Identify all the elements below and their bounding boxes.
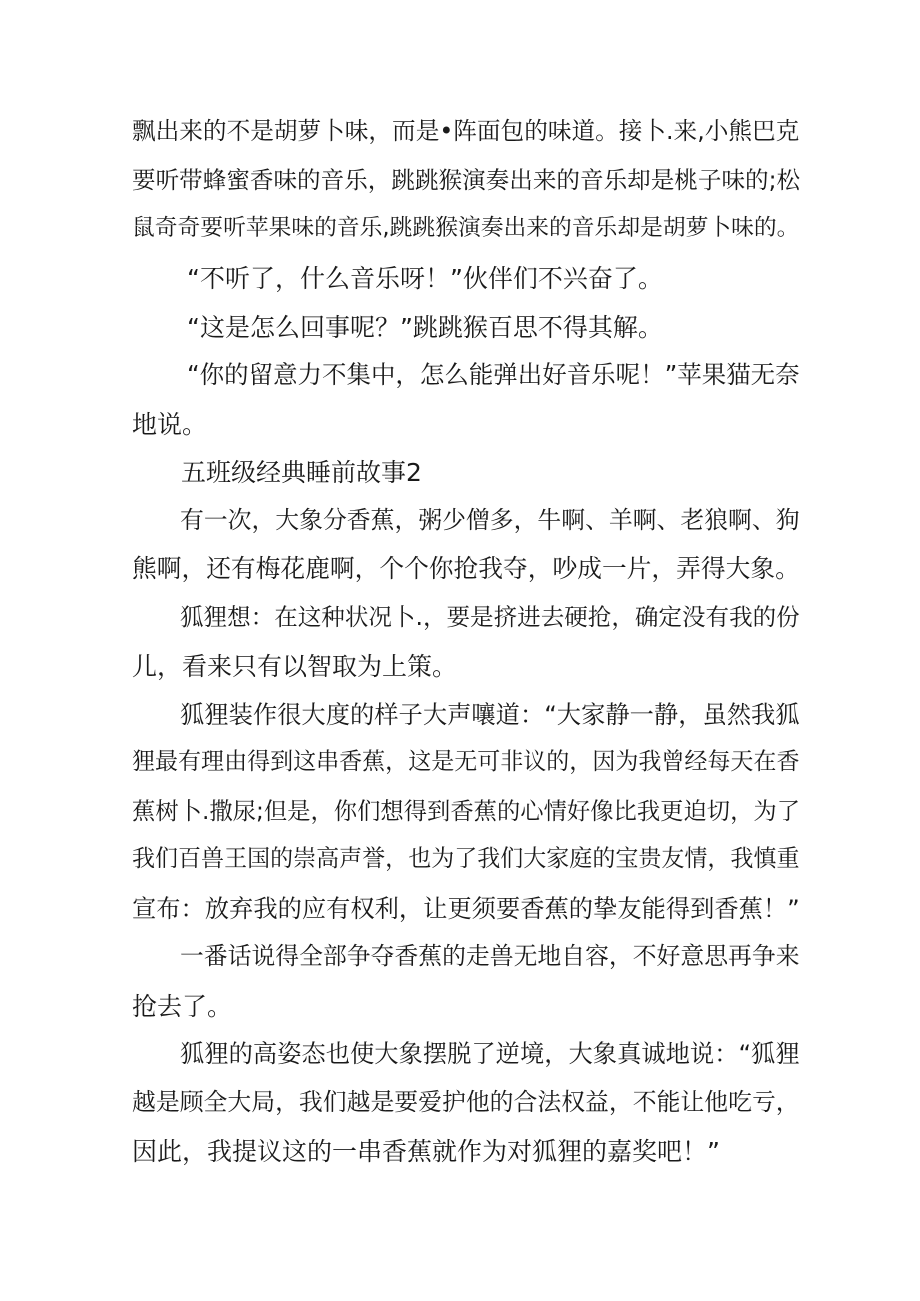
text-line: “不听了，什么音乐呀！”伙伴们不兴奋了。 — [187, 264, 663, 293]
section-heading: 五班级经典睡前故事2 — [181, 458, 422, 487]
text-line: 越是顾全大局，我们越是要爱护他的合法权益，不能让他吃亏， — [132, 1088, 800, 1116]
text-line: 熊啊，还有梅花鹿啊，个个你抢我夺，吵成一片，弄得大象。 — [132, 554, 800, 583]
text-line: “你的留意力不集中，怎么能弹出好音乐呢！”苹果猫无奈 — [187, 360, 800, 389]
text-line: 鼠奇奇要听苹果味的音乐,跳跳猴演奏出来的音乐却是胡萝卜味的。 — [132, 215, 800, 241]
text-line: 要听带蜂蜜香味的音乐，跳跳猴演奏出来的音乐却是桃子味的;松 — [132, 166, 801, 194]
text-line: 飘出来的不是胡萝卜味，而是•阵面包的味道。接卜.来,小熊巴克 — [132, 117, 800, 145]
text-line: 狸最有理由得到这串香蕉，这是无可非议的，因为我曾经每天在香 — [132, 749, 800, 775]
text-line: 因此，我提议这的一串香蕉就作为对狐狸的嘉奖吧！” — [132, 1137, 720, 1166]
text-line: 宣布：放弃我的应有权利，让更须要香蕉的挚友能得到香蕉！” — [132, 894, 800, 923]
text-line: 抢去了。 — [132, 992, 233, 1021]
text-line: 狐狸想：在这种状况卜.，要是挤进去硬抢，确定没有我的份 — [180, 603, 800, 631]
text-line: 狐狸的高姿态也使大象摆脱了逆境，大象真诚地说：“狐狸 — [180, 1039, 800, 1068]
text-line: 蕉树卜.撒尿;但是，你们想得到香蕉的心情好像比我更迫切，为了 — [132, 798, 801, 825]
text-line: 有一次，大象分香蕉，粥少僧多，牛啊、羊啊、老狼啊、狗 — [180, 506, 800, 534]
text-line: 狐狸装作很大度的样子大声嚷道：“大家静一静，虽然我狐 — [180, 700, 800, 729]
text-line: “这是怎么回事呢？”跳跳猴百思不得其解。 — [187, 313, 663, 342]
text-line: 我们百兽王国的崇高声誉，也为了我们大家庭的宝贵友情，我慎重 — [132, 846, 800, 872]
text-line: 地说。 — [132, 410, 208, 439]
text-line: 一番话说得全部争夺香蕉的走兽无地自容，不好意思再争来 — [180, 942, 800, 970]
text-line: 儿，看来只有以智取为上策。 — [132, 652, 458, 681]
